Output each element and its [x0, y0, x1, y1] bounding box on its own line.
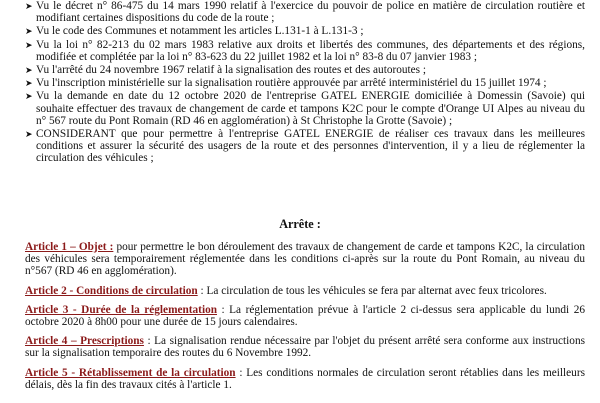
considerant-text: Vu l'arrêté du 24 novembre 1967 relatif à la signalisation des routes et des autoroutes ; — [36, 64, 427, 77]
considerant-text: CONSIDERANT que pour permettre à l'entreprise GATEL ENERGIE de réaliser ces travaux dans les meilleures conditions et assurer la sécurité des usagers de la route et des personnes d'intervention, il y a lieu de réglementer la circulation des véhicules ; — [36, 128, 585, 165]
article-title: Article 1 – Objet : — [25, 241, 114, 253]
article-title: Article 4 – Prescriptions — [25, 335, 144, 348]
article-text: : La signalisation rendue nécessaire par l'objet du présent arrêté sera conforme aux instructions sur la signalisation temporaire des routes du 6 Novembre 1992. — [25, 335, 585, 360]
article-5 — [25, 367, 585, 391]
article-text: pour permettre le bon déroulement des travaux de changement de carde et tampons K2C, la circulation des véhicules sera temporairement réglementée dans les conditions ci-après sur la route du Pont Romain, au niveau du n°567 (RD 46 en agglomération). — [25, 241, 585, 278]
considerant-item — [25, 0, 585, 24]
arrow-bullet-icon: ➤ — [25, 1, 33, 11]
articles-list — [25, 241, 585, 398]
arrow-bullet-icon: ➤ — [25, 39, 33, 50]
arrow-bullet-icon: ➤ — [25, 65, 33, 76]
arrete-heading: Arrête : — [279, 217, 321, 231]
arrow-bullet-icon: ➤ — [25, 91, 33, 102]
article-text: : Les conditions normales de circulation seront rétablies dans les meilleurs délais, dès la fin des travaux cités à l'article 1. — [25, 366, 585, 391]
article-title: Article 2 - Conditions de circulation — [25, 284, 198, 297]
considerant-item — [25, 39, 585, 63]
arrow-bullet-icon: ➤ — [25, 78, 33, 89]
considerant-text: Vu le décret n° 86-475 du 14 mars 1990 relatif à l'exercice du pouvoir de police en matière de circulation routière et modifiant certaines dispositions du code de la route ; — [36, 0, 585, 25]
article-title: Article 5 - Rétablissement de la circulation — [25, 366, 236, 379]
considerant-text: Vu la demande en date du 12 octobre 2020 de l'entreprise GATEL ENERGIE domiciliée à Domessin (Savoie) qui souhaite effectuer des travaux de changement de carde et tampons K2C pour le compte d'Orange UI Alpes au niveau du n° 567 route du Pont Romain (RD 46 en agglomération) à St Christophe la Grotte (Savoie) ; — [36, 90, 585, 127]
article-2 — [25, 285, 585, 297]
arrow-bullet-icon: ➤ — [25, 129, 33, 140]
considerant-text: Vu la loi n° 82-213 du 02 mars 1983 relative aux droits et libertés des communes, des départements et des régions, modifiée et complétée par la loi n° 83-623 du 22 juillet 1982 et la loi n° 83-8 du 07 janvier 1983 ; — [36, 38, 585, 63]
considerant-item — [25, 25, 585, 37]
considerant-item — [25, 64, 585, 76]
article-3 — [25, 304, 585, 328]
article-text: : La circulation de tous les véhicules se fera par alternat avec feux tricolores. — [197, 284, 547, 297]
article-1 — [25, 241, 585, 278]
considerant-text: Vu le code des Communes et notamment les articles L.131-1 à L.131-3 ; — [36, 25, 364, 38]
article-text: : La réglementation prévue à l'article 2 ci-dessus sera applicable du lundi 26 octobre 2020 à 8h00 pour une durée de 15 jours calendaires. — [25, 303, 585, 329]
considerant-item — [25, 90, 585, 127]
considerant-item — [25, 77, 585, 89]
article-title: Article 3 - Durée de la réglementation — [25, 303, 218, 316]
article-4 — [25, 335, 585, 359]
considerant-item — [25, 128, 585, 165]
considerant-text: Vu l'inscription ministérielle sur la signalisation routière approuvée par arrêté interministériel du 15 juillet 1974 ; — [36, 77, 547, 90]
arrow-bullet-icon: ➤ — [25, 26, 33, 37]
considerants-list — [25, 0, 585, 166]
